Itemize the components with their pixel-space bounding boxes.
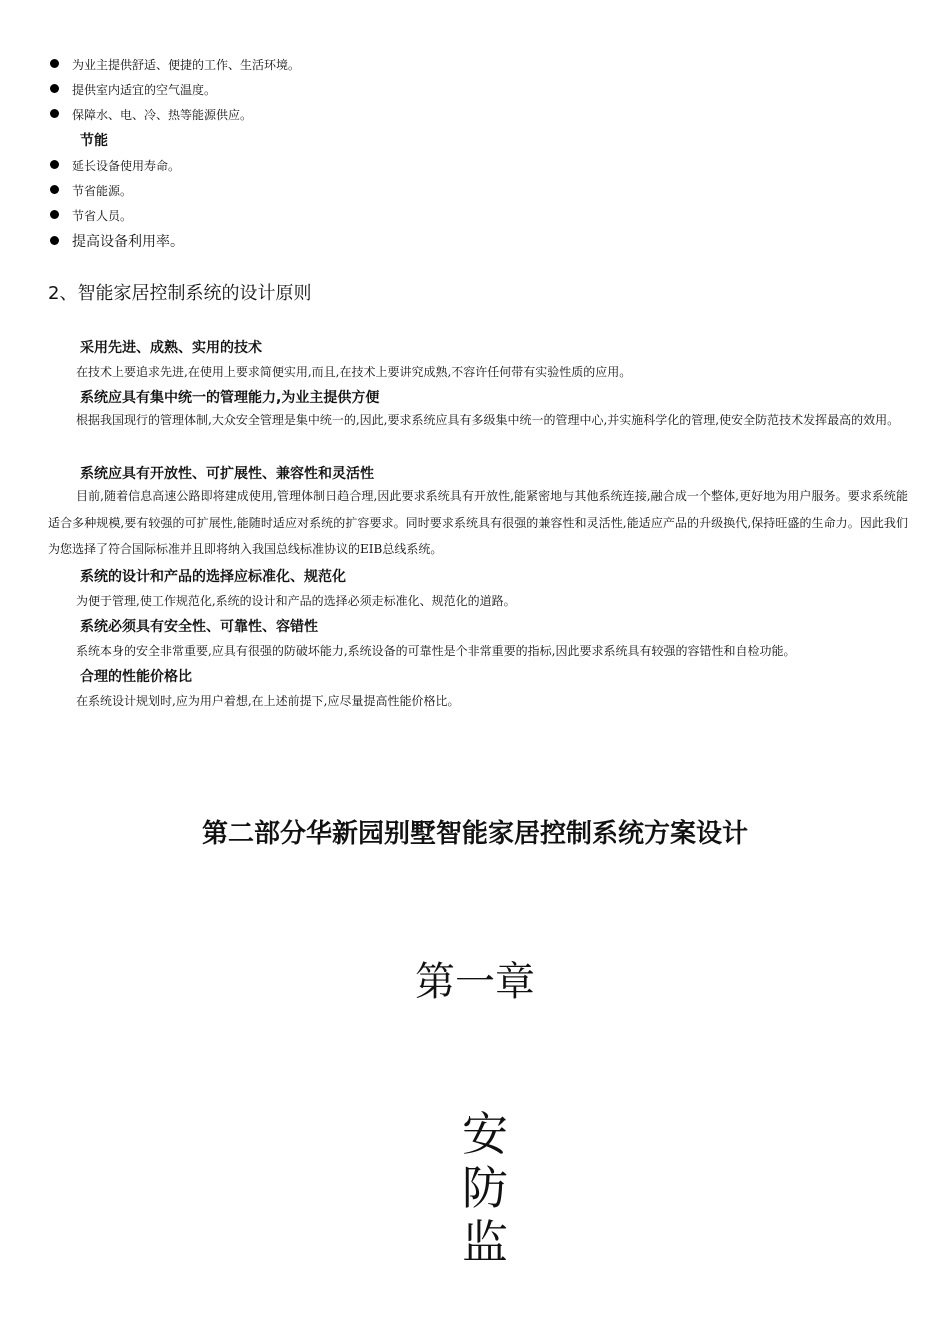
bullet-icon (50, 59, 59, 68)
principle-text: 根据我国现行的管理体制,大众安全管理是集中统一的,因此,要求系统应具有多级集中统一的管理中心,并实施科学化的管理,使安全防范技术发挥最高的效用。 (76, 413, 900, 427)
principle-text: 为便于管理,使工作规范化,系统的设计和产品的选择必须走标准化、规范化的道路。 (76, 594, 516, 608)
principle-text: 系统本身的安全非常重要,应具有很强的防破坏能力,系统设备的可靠性是个非常重要的指标,因此要求系统具有较强的容错性和自检功能。 (76, 644, 796, 658)
list-item: 保障水、电、冷、热等能源供应。 (72, 108, 253, 122)
principle-text: 在系统设计规划时,应为用户着想,在上述前提下,应尽量提高性能价格比。 (76, 694, 460, 708)
principle-title: 采用先进、成熟、实用的技术 (80, 340, 262, 356)
bullet-icon (50, 185, 59, 194)
principle-text: 目前,随着信息高速公路即将建成使用,管理体制日趋合理,因此要求系统具有开放性,能紧密地与其他系统连接,融合成一个整体,更好地为用户服务。要求系统能适合多种规模,要有较强的可扩展性,能随时适应对系统的扩容要求。同时要求系统具有很强的兼容性和灵活性,能适应产品的升级换代,保持旺盛的生命力。因此我们为您选择了符合国际标准并且即将纳入我国总线标准协议的EIB总线系统。 (48, 489, 908, 556)
section-heading: 2、智能家居控制系统的设计原则 (48, 283, 312, 304)
vertical-title-char: 安 (462, 1107, 508, 1161)
bullet-icon (50, 160, 59, 169)
principle-title: 系统的设计和产品的选择应标准化、规范化 (80, 569, 346, 585)
vertical-title-char: 防 (462, 1161, 508, 1215)
list-item: 提高设备利用率。 (72, 234, 184, 250)
list-item: 提供室内适宜的空气温度。 (72, 83, 217, 97)
bullet-icon (50, 210, 59, 219)
list-item: 为业主提供舒适、便捷的工作、生活环境。 (72, 58, 301, 72)
bullet-icon (50, 84, 59, 93)
principle-text: 在技术上要追求先进,在使用上要求简便实用,而且,在技术上要讲究成熟,不容许任何带有实验性质的应用。 (76, 365, 632, 379)
bullet-icon (50, 109, 59, 118)
part-title: 第二部分华新园别墅智能家居控制系统方案设计 (201, 819, 748, 849)
list-item: 节省人员。 (72, 209, 133, 223)
principle-title: 系统应具有开放性、可扩展性、兼容性和灵活性 (80, 466, 374, 482)
principle-title: 系统必须具有安全性、可靠性、容错性 (80, 619, 318, 635)
bullet-icon (50, 236, 59, 245)
principle-title: 合理的性能价格比 (80, 669, 192, 685)
list-item: 延长设备使用寿命。 (72, 159, 181, 173)
vertical-title-char: 监 (462, 1215, 508, 1269)
principle-title: 系统应具有集中统一的管理能力,为业主提供方便 (80, 390, 380, 406)
subheading-energy: 节能 (80, 133, 108, 149)
list-item: 节省能源。 (72, 184, 133, 198)
chapter-title: 第一章 (415, 959, 535, 1005)
